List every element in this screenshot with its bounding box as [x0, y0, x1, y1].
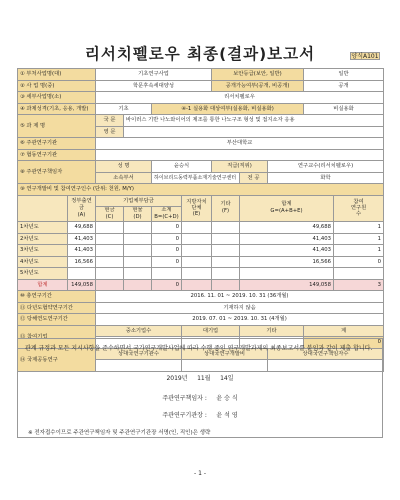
value-current-period: 2019. 07. 01 ~ 2019. 10. 31 (4개월) — [96, 314, 384, 326]
head-intl-researchers: 상대국연구책임자수 — [268, 348, 384, 360]
row-multi-year — [18, 302, 384, 314]
label-international: ⑭ 국제공동연구 — [18, 348, 96, 371]
sig-org-label: 주관연구기관장 : — [162, 412, 207, 419]
budget-sum-total: 149,058 — [240, 279, 334, 291]
sig-lead-label: 주관연구책임자 : — [162, 395, 207, 402]
label-disclosure: 공개가능여부(공개, 비공개) — [212, 80, 304, 92]
value-commercial: 비실용화 — [304, 103, 384, 115]
row-company-head — [18, 325, 384, 337]
budget-subtotal: 0 — [152, 222, 182, 234]
value-total-period: 2016. 11. 01 ~ 2019. 10. 31 (36개월) — [96, 291, 384, 303]
statement-text: 관계 규정과 모든 지시사항을 준수하면서 국가연구개발사업에 따라 수행 중인 연구개발과제의 최종보고서를 붙임과 같이 제출 합니다. — [25, 345, 373, 352]
budget-subtotal: 0 — [152, 256, 182, 268]
value-title-kr: 바이러스 기반 나노와이어의 제조를 통한 나노구조 형성 및 접지소자 응용 — [124, 115, 384, 127]
budget-year-label: 3차년도 — [18, 245, 68, 257]
budget-gov — [68, 268, 96, 280]
budget-row — [18, 256, 384, 268]
head-company-total: 계 — [304, 325, 384, 337]
budget-subtotal: 0 — [152, 233, 182, 245]
budget-subtotal — [152, 268, 182, 280]
budget-head-total: 합계 G=(A+B+E) — [240, 195, 334, 222]
row-budget-title — [18, 184, 384, 196]
label-pi: ⑧ 주관연구책임자 — [18, 161, 96, 184]
value-coop-org — [96, 149, 384, 161]
label-project-title: ⑤ 과 제 명 — [18, 115, 96, 138]
page-title: 리서치펠로우 최종(결과)보고서 — [84, 45, 316, 63]
budget-head-company: 기업체부담금 — [96, 195, 182, 207]
budget-sum-subtotal: 0 — [152, 279, 182, 291]
budget-people: 1 — [334, 233, 384, 245]
value-nature: 기초 — [96, 103, 152, 115]
signature-lead — [0, 393, 400, 402]
label-pi-dept: 소속부서 — [96, 172, 152, 184]
row-ministry — [18, 69, 384, 81]
form-code-badge: 양식A101 — [351, 53, 379, 60]
budget-total: 41,403 — [240, 233, 334, 245]
head-large-company: 대기업 — [182, 325, 240, 337]
label-coop-org: ⑦ 협동연구기관 — [18, 149, 96, 161]
row-coop-org — [18, 149, 384, 161]
label-multi-year: ⑪ 다년도협약연구기간 — [18, 302, 96, 314]
label-total-period: ⑩ 총연구기간 — [18, 291, 96, 303]
budget-total: 16,566 — [240, 256, 334, 268]
label-participating-company: ⑬ 참여기업 — [18, 325, 96, 348]
budget-sum-label: 합계 — [18, 279, 68, 291]
submission-box — [17, 338, 383, 438]
value-pi-major: 화학 — [268, 172, 384, 184]
value-pi-name: 윤승식 — [152, 161, 212, 173]
label-lead-org: ⑥ 주관연구기관 — [18, 138, 96, 150]
value-subprogram: 리서치펠로우 — [96, 92, 384, 104]
budget-row — [18, 233, 384, 245]
label-commercial: ④-1 실용화 대상여부(실용화, 비실용화) — [152, 103, 304, 115]
footnote: ※ 전자접수이므로 주관연구책임자 및 주관연구기관장 서명(인, 직인)은 생략 — [28, 430, 211, 436]
signature-org — [0, 410, 400, 419]
budget-sum-gov: 149,058 — [68, 279, 96, 291]
value-pi-dept: 하이브리드동력부품소재기술연구센터 — [152, 172, 240, 184]
value-ministry: 기초연구사업 — [96, 69, 212, 81]
budget-people: 0 — [334, 256, 384, 268]
budget-gov: 16,566 — [68, 256, 96, 268]
budget-year-label: 1차년도 — [18, 222, 68, 234]
date-year: 2019년 — [166, 375, 188, 382]
row-subprogram — [18, 92, 384, 104]
page-number: - 1 - — [194, 470, 206, 477]
sig-org-name: 윤 석 영 — [216, 412, 238, 419]
row-title-kr — [18, 115, 384, 127]
label-subprogram: ③ 세부사업명(소) — [18, 92, 96, 104]
head-small-company: 중소기업수 — [96, 325, 182, 337]
budget-head-etc: 기타 (F) — [212, 195, 240, 222]
row-nature — [18, 103, 384, 115]
value-program: 학문후속세대양성 — [96, 80, 212, 92]
value-title-en — [124, 126, 384, 138]
date-month: 11월 — [197, 375, 211, 382]
budget-total: 49,688 — [240, 222, 334, 234]
budget-subtotal: 0 — [152, 245, 182, 257]
budget-head-people: 참여 연구원 수 — [334, 195, 384, 222]
value-multi-year: 기재하지 않음 — [96, 302, 384, 314]
budget-head-year — [18, 195, 68, 222]
budget-row — [18, 268, 384, 280]
row-lead-org — [18, 138, 384, 150]
budget-gov: 41,403 — [68, 245, 96, 257]
label-program: ② 사 업 명(중) — [18, 80, 96, 92]
row-total-period — [18, 291, 384, 303]
value-company-total: 0 — [304, 337, 384, 349]
report-form-table — [17, 68, 384, 372]
budget-people: 1 — [334, 245, 384, 257]
budget-total: 41,403 — [240, 245, 334, 257]
label-title-en: 영 문 — [96, 126, 124, 138]
budget-row — [18, 245, 384, 257]
label-current-period: ⑫ 당해연도연구기간 — [18, 314, 96, 326]
budget-head-gov: 정부출연금 (A) — [68, 195, 96, 222]
budget-head-inkind: 현물 (D) — [124, 207, 152, 222]
budget-row — [18, 222, 384, 234]
row-budget-head1 — [18, 195, 384, 207]
label-nature: ④ 과제성격(기초, 응용, 개발) — [18, 103, 96, 115]
head-intl-orgs: 상대국연구기관수 — [96, 348, 182, 360]
row-program — [18, 80, 384, 92]
budget-sum-people: 3 — [334, 279, 384, 291]
budget-year-label: 4차년도 — [18, 256, 68, 268]
row-pi-name — [18, 161, 384, 173]
budget-head-cash: 현금 (C) — [96, 207, 124, 222]
date-day: 14일 — [220, 375, 234, 382]
row-current-period — [18, 314, 384, 326]
budget-total — [240, 268, 334, 280]
value-pi-position: 연구교수(리서치펠로우) — [268, 161, 384, 173]
budget-head-subtotal: 소계 B=(C+D) — [152, 207, 182, 222]
budget-sum-row — [18, 279, 384, 291]
budget-gov: 49,688 — [68, 222, 96, 234]
value-security: 일반 — [304, 69, 384, 81]
budget-people — [334, 268, 384, 280]
label-pi-major: 전 공 — [240, 172, 268, 184]
submission-date — [0, 373, 400, 382]
label-title-kr: 국 문 — [96, 115, 124, 127]
sig-lead-name: 윤 승 식 — [216, 395, 238, 402]
label-pi-name: 성 명 — [96, 161, 152, 173]
label-budget: ⑨ 연구개발비 및 참여연구인수 (단위: 천원, M/Y) — [18, 184, 384, 196]
budget-year-label: 5차년도 — [18, 268, 68, 280]
value-lead-org: 부산대학교 — [96, 138, 384, 150]
label-security: 보안등급(보안, 일반) — [212, 69, 304, 81]
label-pi-position: 직급(직위) — [212, 161, 268, 173]
budget-gov: 41,403 — [68, 233, 96, 245]
label-ministry: ① 부처사업명(대) — [18, 69, 96, 81]
head-etc-company: 기타 — [240, 325, 304, 337]
budget-head-local: 지방자치 단체 (E) — [182, 195, 212, 222]
value-disclosure: 공개 — [304, 80, 384, 92]
budget-year-label: 2차년도 — [18, 233, 68, 245]
budget-people: 1 — [334, 222, 384, 234]
head-intl-budget: 상대국연구개발비 — [182, 348, 268, 360]
